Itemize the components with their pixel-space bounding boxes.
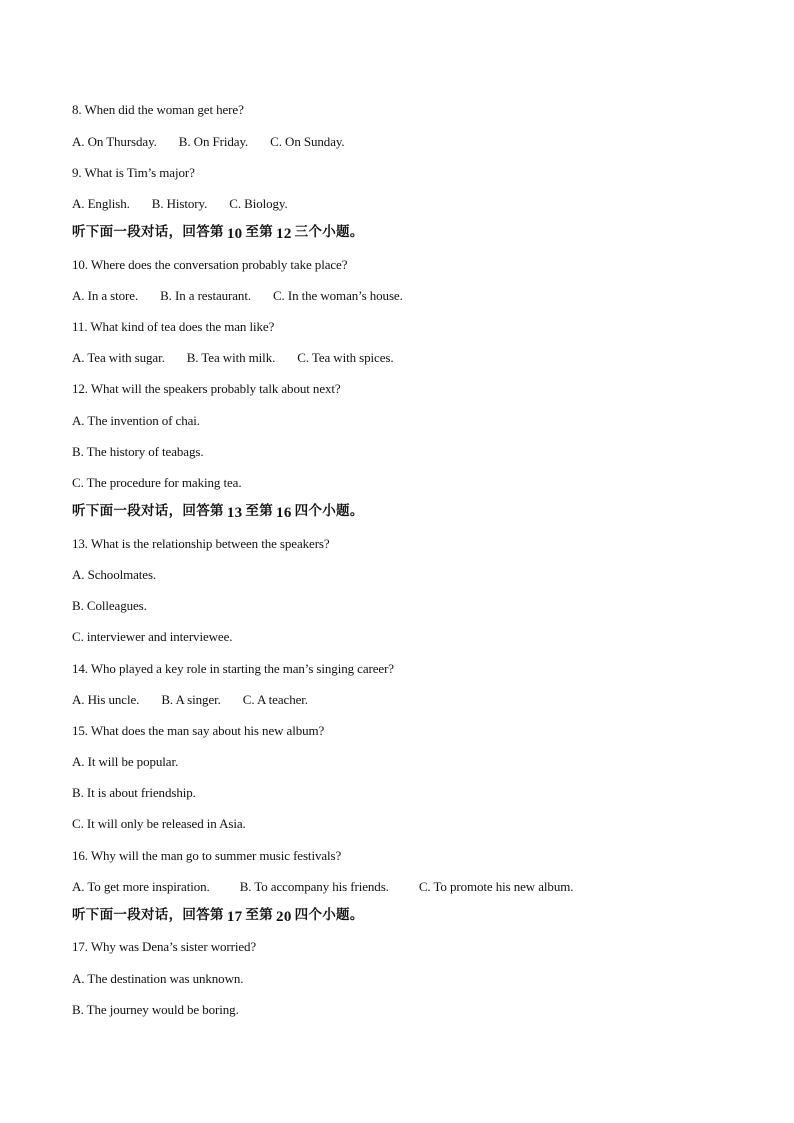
option-15-b: B. It is about friendship. xyxy=(72,785,196,800)
heading-from: 17 xyxy=(226,909,243,925)
options-9 xyxy=(72,196,288,212)
option-10-b: B. In a restaurant. xyxy=(160,288,251,303)
options-11 xyxy=(72,350,394,366)
option-12-a: A. The invention of chai. xyxy=(72,413,200,428)
option-12-c: C. The procedure for making tea. xyxy=(72,475,242,490)
options-16 xyxy=(72,879,573,895)
question-8: 8. When did the woman get here? xyxy=(72,102,244,117)
option-17-a: A. The destination was unknown. xyxy=(72,971,244,986)
option-13-b: B. Colleagues. xyxy=(72,598,147,613)
heading-mid: 至第 xyxy=(245,224,274,240)
heading-prefix: 听下面一段对话，回答第 xyxy=(72,503,224,519)
option-13-c: C. interviewer and interviewee. xyxy=(72,629,233,644)
heading-suffix: 四个小题。 xyxy=(294,503,364,519)
option-16-b: B. To accompany his friends. xyxy=(239,879,389,894)
option-9-b: B. History. xyxy=(151,196,208,211)
options-14 xyxy=(72,692,308,708)
heading-suffix: 三个小题。 xyxy=(294,224,364,240)
option-17-b: B. The journey would be boring. xyxy=(72,1002,239,1017)
heading-to: 20 xyxy=(276,909,292,925)
question-16: 16. Why will the man go to summer music festivals? xyxy=(72,848,342,863)
option-11-a: A. Tea with sugar. xyxy=(72,350,165,365)
options-8 xyxy=(72,134,345,150)
option-12-b: B. The history of teabags. xyxy=(72,444,204,459)
option-8-a: A. On Thursday. xyxy=(72,134,157,149)
option-14-a: A. His uncle. xyxy=(72,692,140,707)
option-8-b: B. On Friday. xyxy=(178,134,249,149)
heading-prefix: 听下面一段对话，回答第 xyxy=(72,224,224,240)
question-11: 11. What kind of tea does the man like? xyxy=(72,319,275,334)
question-12: 12. What will the speakers probably talk about next? xyxy=(72,381,341,396)
heading-to: 12 xyxy=(276,226,292,242)
option-13-a: A. Schoolmates. xyxy=(72,567,157,582)
question-14: 14. Who played a key role in starting the man’s singing career? xyxy=(72,661,394,676)
option-8-c: C. On Sunday. xyxy=(270,134,345,149)
option-9-a: A. English. xyxy=(72,196,130,211)
option-15-c: C. It will only be released in Asia. xyxy=(72,816,246,831)
option-16-c: C. To promote his new album. xyxy=(418,879,574,894)
question-15: 15. What does the man say about his new album? xyxy=(72,723,325,738)
heading-prefix: 听下面一段对话，回答第 xyxy=(72,907,224,923)
option-10-a: A. In a store. xyxy=(72,288,139,303)
option-11-c: C. Tea with spices. xyxy=(297,350,394,365)
option-10-c: C. In the woman’s house. xyxy=(272,288,403,303)
option-11-b: B. Tea with milk. xyxy=(186,350,276,365)
section-heading-13-16 xyxy=(72,503,364,519)
heading-to: 16 xyxy=(276,505,292,521)
option-14-c: C. A teacher. xyxy=(242,692,308,707)
option-9-c: C. Biology. xyxy=(229,196,288,211)
option-15-a: A. It will be popular. xyxy=(72,754,179,769)
heading-from: 13 xyxy=(226,505,243,521)
question-9: 9. What is Tim’s major? xyxy=(72,165,195,180)
option-16-a: A. To get more inspiration. xyxy=(72,879,210,894)
heading-mid: 至第 xyxy=(245,503,274,519)
heading-from: 10 xyxy=(226,226,243,242)
question-10: 10. Where does the conversation probably take place? xyxy=(72,257,348,272)
section-heading-17-20 xyxy=(72,907,364,923)
heading-suffix: 四个小题。 xyxy=(294,907,364,923)
section-heading-10-12 xyxy=(72,224,364,240)
heading-mid: 至第 xyxy=(245,907,274,923)
question-17: 17. Why was Dena’s sister worried? xyxy=(72,939,257,954)
options-10 xyxy=(72,288,403,304)
question-13: 13. What is the relationship between the speakers? xyxy=(72,536,330,551)
option-14-b: B. A singer. xyxy=(161,692,221,707)
